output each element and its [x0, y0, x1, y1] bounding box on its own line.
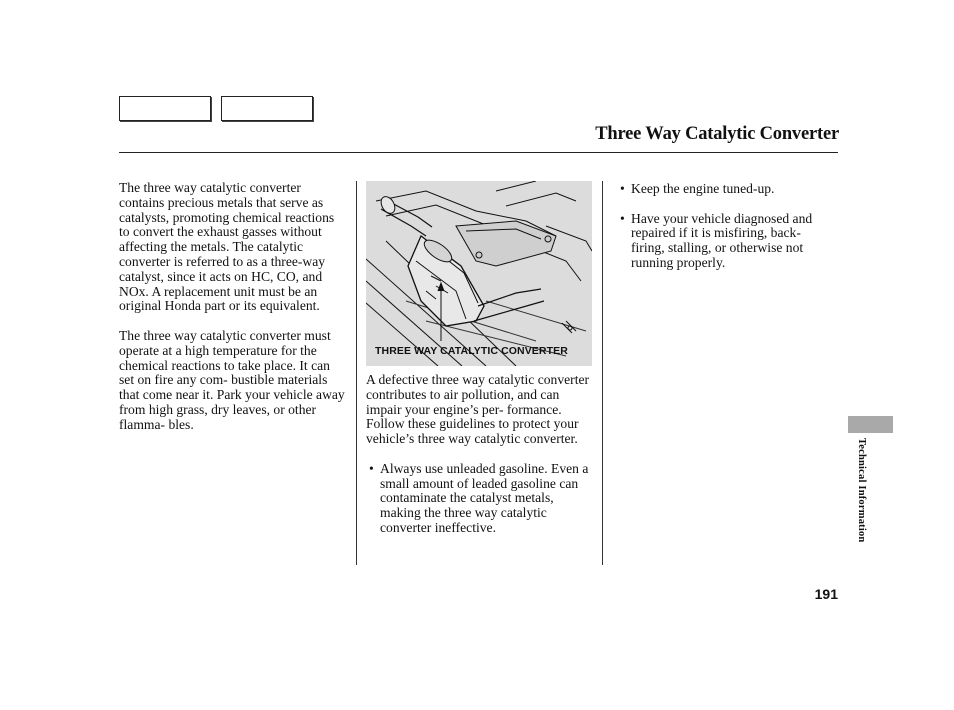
column-divider-2	[602, 181, 603, 565]
figure-caption: THREE WAY CATALYTIC CONVERTER	[375, 345, 568, 357]
nav-tab-box-1[interactable]	[119, 96, 211, 121]
page-title: Three Way Catalytic Converter	[595, 124, 839, 144]
exhaust-system-drawing	[366, 181, 592, 366]
column-left	[119, 181, 347, 433]
paragraph-temperature-warning: The three way catalytic converter must operate at a high temperature for the chemical reactions to take place. It can set on fire any com- bustible materials that come near it. Park your vehicle away from high grass, dry leaves, or other flamma- bles.	[119, 327, 345, 432]
section-tab-marker	[848, 416, 893, 433]
bullet-diagnose-repair: • Have your vehicle diagnosed and repaired if it is misfiring, back- firing, stalling, or otherwise not running properly.	[617, 212, 837, 271]
catalytic-converter-illustration	[366, 181, 592, 366]
column-divider-1	[356, 181, 357, 565]
paragraph-converter-description: The three way catalytic converter contains precious metals that serve as catalysts, promoting chemical reactions to convert the exhaust gasses without affecting the metals. The catalytic converter is referred to as a three-way catalyst, since it acts on HC, CO, and NOx. A replacement unit must be an original Honda part or its equivalent.	[119, 180, 335, 314]
bullet-unleaded-gasoline: • Always use unleaded gasoline. Even a small amount of leaded gasoline can contaminate the catalyst metals, making the three way catalytic converter ineffective.	[366, 462, 594, 536]
title-rule	[119, 152, 838, 153]
column-middle	[366, 373, 594, 536]
paragraph-defective-converter: A defective three way catalytic converter contributes to air pollution, and can impair your engine’s per- formance. Follow these guidelines to protect your vehicle’s three way catalytic converter.	[366, 372, 590, 447]
section-side-label: Technical Information	[856, 438, 867, 543]
page-number: 191	[814, 586, 838, 602]
nav-tab-box-2[interactable]	[221, 96, 313, 121]
bullet-engine-tuned: • Keep the engine tuned-up.	[617, 182, 837, 197]
column-right	[617, 182, 837, 271]
